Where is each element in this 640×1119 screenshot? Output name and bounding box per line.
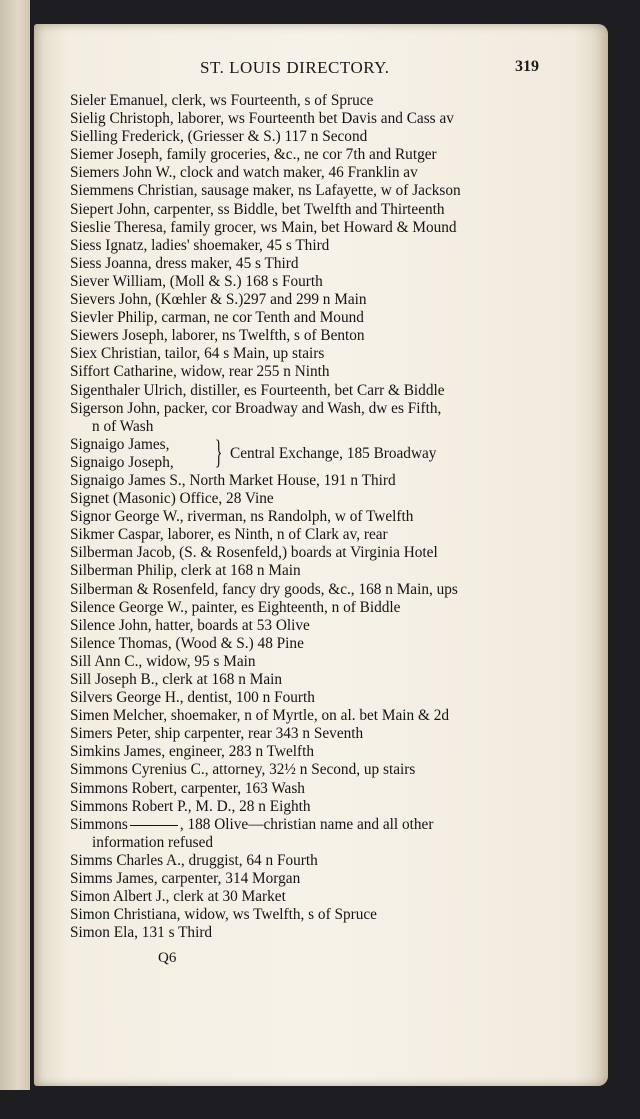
list-item: Silence George W., painter, es Eighteenth, n of Biddle xyxy=(70,598,401,616)
list-item: Silberman Philip, clerk at 168 n Main xyxy=(70,562,301,580)
blank-rule xyxy=(130,825,178,826)
bracketed-entry xyxy=(70,433,550,472)
list-item: Signet (Masonic) Office, 28 Vine xyxy=(70,490,274,508)
list-item: Siess Ignatz, ladies' shoemaker, 45 s Third xyxy=(70,236,330,254)
list-item: Simmons Robert P., M. D., 28 n Eighth xyxy=(70,797,311,815)
list-item: Siemmens Christian, sausage maker, ns Lafayette, w of Jackson xyxy=(70,182,461,200)
list-item: Silence John, hatter, boards at 53 Olive xyxy=(70,616,310,634)
page-number: 319 xyxy=(515,58,539,75)
list-item: Simon Ela, 131 s Third xyxy=(70,924,213,942)
list-item: Silvers George H., dentist, 100 n Fourth xyxy=(70,689,315,707)
list-item: Siemers John W., clock and watch maker, 46 Franklin av xyxy=(70,164,418,182)
list-item: Simon Albert J., clerk at 30 Market xyxy=(70,888,286,906)
list-item: Sigenthaler Ulrich, distiller, es Fourteenth, bet Carr & Biddle xyxy=(70,381,445,399)
list-item: Sill Ann C., widow, 95 s Main xyxy=(70,652,256,670)
list-item: Siewers Joseph, laborer, ns Twelfth, s of Benton xyxy=(70,327,365,345)
list-item: Signaigo Joseph, xyxy=(70,453,174,471)
list-item: Simon Christiana, widow, ws Twelfth, s of Spruce xyxy=(70,906,377,924)
list-item: Sigerson John, packer, cor Broadway and Wash, dw es Fifth, xyxy=(70,399,442,417)
list-item: Simmons Robert, carpenter, 163 Wash xyxy=(70,779,305,797)
bracketed-names xyxy=(70,436,174,472)
list-item: Simen Melcher, shoemaker, n of Myrtle, on al. bet Main & 2d xyxy=(70,707,449,725)
list-item: Signor George W., riverman, ns Randolph, w of Twelfth xyxy=(70,508,414,526)
list-item: Siever William, (Moll & S.) 168 s Fourth xyxy=(70,272,323,290)
list-item: Silberman Jacob, (S. & Rosenfeld,) boards at Virginia Hotel xyxy=(70,544,438,562)
entry-details: , 188 Olive—christian name and all other xyxy=(179,815,434,833)
background-margin xyxy=(0,1090,640,1119)
list-item: Sievler Philip, carman, ne cor Tenth and Mound xyxy=(70,309,364,327)
shared-address: Central Exchange, 185 Broadway xyxy=(230,444,437,462)
list-item: Sielig Christoph, laborer, ws Fourteenth bet Davis and Cass av xyxy=(70,110,454,128)
list-item: Silence Thomas, (Wood & S.) 48 Pine xyxy=(70,634,304,652)
list-item: Sieslie Theresa, family grocer, ws Main, bet Howard & Mound xyxy=(70,218,457,236)
list-item: Siemer Joseph, family groceries, &c., ne cor 7th and Rutger xyxy=(70,146,437,164)
list-item xyxy=(70,816,550,834)
entry-surname: Simmons xyxy=(70,815,128,833)
page-title: ST. LOUIS DIRECTORY. xyxy=(200,58,390,77)
list-item: Simmons Cyrenius C., attorney, 32½ n Second, up stairs xyxy=(70,761,416,779)
list-item: Siess Joanna, dress maker, 45 s Third xyxy=(70,254,299,272)
page-header xyxy=(0,58,640,78)
list-item: Simers Peter, ship carpenter, rear 343 n Seventh xyxy=(70,725,364,743)
brace-mark: } xyxy=(215,433,223,471)
list-item: Silberman & Rosenfeld, fancy dry goods, &c., 168 n Main, ups xyxy=(70,580,458,598)
list-item-continuation: n of Wash xyxy=(92,417,154,435)
list-item: Simms James, carpenter, 314 Morgan xyxy=(70,870,301,888)
list-item-continuation: information refused xyxy=(92,833,214,851)
list-item: Sieler Emanuel, clerk, ws Fourteenth, s of Spruce xyxy=(70,92,374,109)
list-item: Simkins James, engineer, 283 n Twelfth xyxy=(70,743,315,761)
list-item: Sill Joseph B., clerk at 168 n Main xyxy=(70,671,283,688)
list-item: Simms Charles A., druggist, 64 n Fourth xyxy=(70,851,318,869)
list-item: Sikmer Caspar, laborer, es Ninth, n of Clark av, rear xyxy=(70,526,388,544)
directory-entries xyxy=(70,92,550,942)
list-item: Siepert John, carpenter, ss Biddle, bet Twelfth and Thirteenth xyxy=(70,200,445,218)
list-item: Sievers John, (Kœhler & S.)297 and 299 n Main xyxy=(70,291,367,309)
list-item: Siex Christian, tailor, 64 s Main, up stairs xyxy=(70,345,325,363)
list-item: Sielling Frederick, (Griesser & S.) 117 n Second xyxy=(70,128,368,146)
signature-mark: Q6 xyxy=(158,950,177,966)
list-item: Signaigo James S., North Market House, 191 n Third xyxy=(70,471,396,489)
list-item: Signaigo James, xyxy=(70,435,170,453)
list-item: Siffort Catharine, widow, rear 255 n Ninth xyxy=(70,363,330,381)
facing-page-edge xyxy=(0,0,30,1119)
